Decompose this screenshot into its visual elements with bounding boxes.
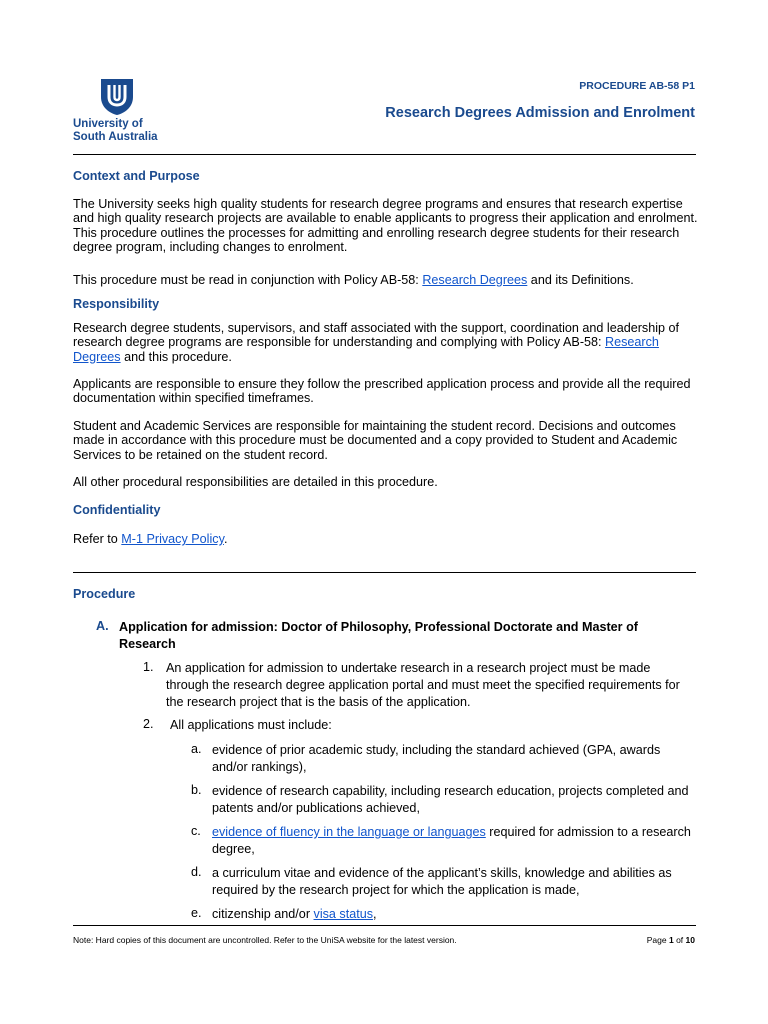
responsibility-paragraph-4: All other procedural responsibilities are detailed in this procedure.: [73, 475, 438, 489]
footer-note: Note: Hard copies of this document are uncontrolled. Refer to the UniSA website for the latest version.: [73, 935, 457, 945]
university-logo-text: [73, 118, 158, 144]
footer-divider: [73, 925, 696, 926]
context-paragraph: The University seeks high quality students for research degree programs and ensures that research expertise and high quality research projects are available to enable applicants to progress their application and enrolment. This procedure outlines the processes for admitting and enrolling research degree students for their research degree program, including changes to enrolment.: [73, 197, 698, 254]
procedure-title: Research Degrees Admission and Enrolment: [385, 105, 695, 121]
confidentiality-heading: Confidentiality: [73, 503, 161, 517]
context-reference: This procedure must be read in conjunction with Policy AB-58: Research Degrees and its Definitions.: [73, 273, 634, 287]
responsibility-heading: Responsibility: [73, 297, 160, 311]
sub-item-letter: e.: [191, 906, 202, 920]
sub-list-item: evidence of prior academic study, including the standard achieved (GPA, awards and/or rankings),: [212, 743, 661, 774]
sub-item-letter: a.: [191, 742, 202, 756]
sub-list-item: evidence of research capability, including research education, projects completed and patents and/or publications achieved,: [212, 784, 689, 815]
research-degrees-policy-link-2[interactable]: Research Degrees: [73, 335, 659, 364]
sub-item-letter: c.: [191, 824, 201, 838]
responsibility-paragraph-1: Research degree students, supervisors, and staff associated with the support, coordination and leadership of research degree programs are responsible for understanding and complying with Policy AB-58: Research Degrees and this procedure.: [73, 321, 680, 364]
section-letter: A.: [96, 619, 109, 633]
header-divider: [73, 154, 696, 155]
page-number: Page 1 of 10: [646, 935, 695, 945]
visa-status-link[interactable]: visa status: [313, 907, 374, 921]
confidentiality-paragraph: Refer to M-1 Privacy Policy.: [73, 532, 228, 546]
sub-list-item: a curriculum vitae and evidence of the applicant’s skills, knowledge and abilities as required by the research project for which the application is made,: [212, 866, 672, 897]
sub-list-item: evidence of fluency in the language or languages required for admission to a research degree,: [212, 825, 691, 856]
sub-list-item: citizenship and/or visa status,: [212, 907, 377, 921]
context-heading: Context and Purpose: [73, 169, 200, 183]
university-shield-logo-icon: [101, 79, 133, 115]
section-title: Application for admission: Doctor of Philosophy, Professional Doctorate and Master of Research: [119, 620, 638, 651]
list-item: An application for admission to undertake research in a research project must be made through the research degree application portal and must meet the specified requirements for the research project that is the basis of the application.: [166, 661, 680, 709]
list-item: All applications must include:: [170, 718, 332, 732]
responsibility-paragraph-2: Applicants are responsible to ensure they follow the prescribed application process and provide all the required documentation within specified timeframes.: [73, 377, 691, 406]
item-number: 1.: [143, 660, 154, 674]
research-degrees-policy-link[interactable]: Research Degrees: [422, 273, 528, 287]
logo-line-1: University of: [73, 118, 143, 130]
procedure-heading: Procedure: [73, 587, 136, 601]
sub-item-letter: d.: [191, 865, 202, 879]
responsibility-paragraph-3: Student and Academic Services are responsible for maintaining the student record. Decisions and outcomes made in accordance with this procedure must be documented and a copy provided to Student and Academic Services to be retained on the student record.: [73, 419, 678, 462]
procedure-code: PROCEDURE AB-58 P1: [579, 80, 695, 92]
sub-item-letter: b.: [191, 783, 202, 797]
item-number: 2.: [143, 717, 154, 731]
language-fluency-link[interactable]: evidence of fluency in the language or languages: [212, 825, 486, 839]
privacy-policy-link[interactable]: M-1 Privacy Policy: [121, 532, 224, 546]
procedure-divider: [73, 572, 696, 573]
logo-line-2: South Australia: [73, 131, 158, 143]
